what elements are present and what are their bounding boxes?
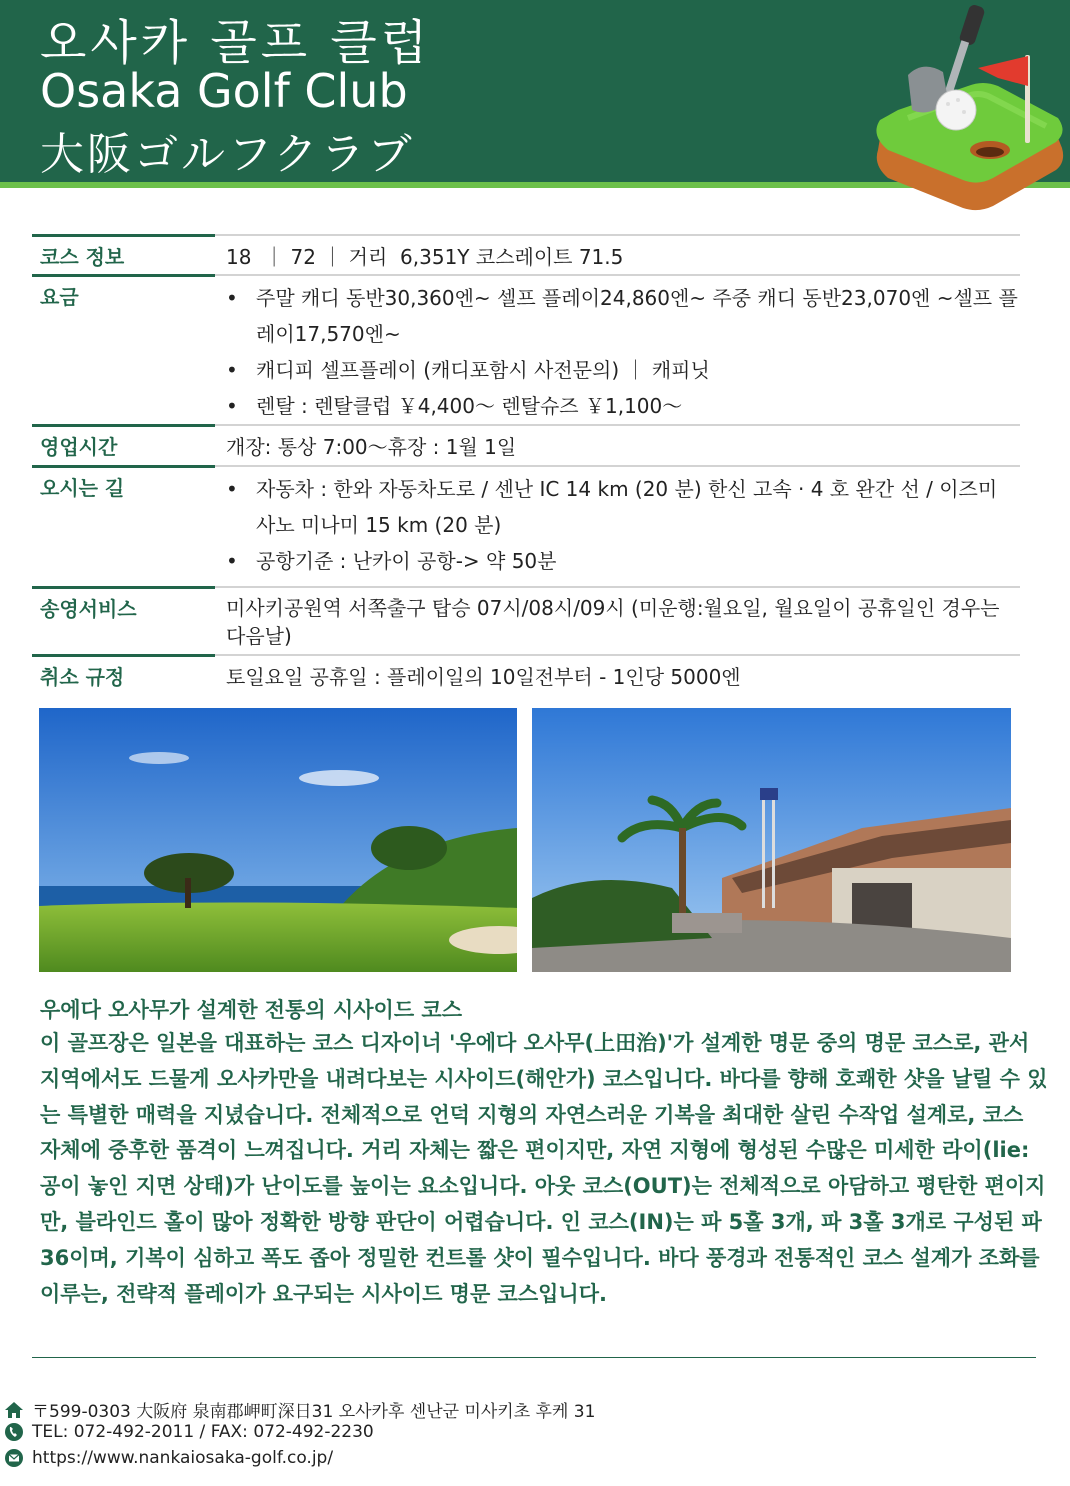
value-hours: 개장: 통상 7:00～휴장 : 1월 1일 — [226, 435, 517, 459]
fee-item: • 캐디피 셀프플레이 (캐디포함시 사전문의) ｜ 캐피닛 — [226, 352, 1020, 388]
direction-item: • 공항기준 : 난카이 공항-> 약 50분 — [226, 543, 1020, 579]
title-korean: 오사카 골프 클럽 — [40, 15, 432, 71]
value-fees — [215, 276, 1020, 424]
divider — [32, 1357, 1036, 1358]
description-title: 우에다 오사무가 설계한 전통의 시사이드 코스 — [40, 998, 462, 1022]
value-cancellation: 토일요일 공휴일 : 플레이일의 10일전부터 - 1인당 5000엔 — [226, 665, 741, 689]
label-fees: 요금 — [32, 274, 215, 424]
label-course-info: 코스 정보 — [32, 234, 215, 274]
row-hours — [32, 424, 1020, 465]
row-course-info — [32, 234, 1020, 274]
fee-item: • 주말 캐디 동반30,360엔~ 셀프 플레이24,860엔~ 주중 캐디 동반23,070엔 ~셀프 플레이17,570엔~ — [226, 280, 1020, 352]
label-hours: 영업시간 — [32, 424, 215, 465]
phone-icon — [4, 1422, 24, 1442]
value-course-info: 18 ｜ 72 ｜ 거리 6,351Y 코스레이트 71.5 — [226, 245, 624, 269]
golf-course-icon — [868, 0, 1068, 215]
mail-icon — [4, 1448, 24, 1468]
home-icon — [4, 1400, 24, 1420]
label-directions: 오시는 길 — [32, 465, 215, 586]
clubhouse-photo — [532, 708, 1011, 972]
footer-address — [4, 1397, 595, 1422]
value-shuttle: 미사키공원역 서쪽출구 탑승 07시/08시/09시 (미운행:월요일, 월요일이 공휴일인 경우는 다음날) — [226, 596, 1000, 648]
footer-phone — [4, 1422, 374, 1442]
title-japanese: 大阪ゴルフクラブ — [40, 129, 415, 180]
row-directions — [32, 465, 1020, 586]
course-photo-seaside — [39, 708, 517, 972]
row-shuttle — [32, 586, 1020, 654]
description-body: 이 골프장은 일본을 대표하는 코스 디자이너 '우에다 오사무(上田治)'가 설계한 명문 중의 명문 코스로, 관서 지역에서도 드물게 오사카만을 내려다보는 시사이드(해안가) 코스입니다. 바다를 향해 호쾌한 샷을 날릴 수 있는 특별한 매력을 지녔습니다. 전체적으로 언덕 지형의 자연스러운 기복을 최대한 살린 수작업 설계로, 코스 자체에 중후한 품격이 느껴집니다. 거리 자체는 짧은 편이지만, 자연 지형에 형성된 수많은 미세한 라이(lie: 공이 놓인 지면 상태)가 난이도를 높이는 요소입니다. 아웃 코스(OUT)는 전체적으로 아담하고 평탄한 편이지만, 블라인드 홀이 많아 정확한 방향 판단이 어렵습니다. 인 코스(IN)는 파 5홀 3개, 파 3홀 3개로 구성된 파 36이며, 기복이 심하고 폭도 좁아 정밀한 컨트롤 샷이 필수입니다. 바다 풍경과 전통적인 코스 설계가 조화를 이루는, 전략적 플레이가 요구되는 시사이드 명문 코스입니다. — [40, 1031, 1048, 1306]
value-directions — [215, 467, 1020, 586]
footer-website — [4, 1448, 333, 1468]
info-table — [32, 234, 1020, 694]
fee-item: • 렌탈 : 렌탈클럽 ￥4,400～ 렌탈슈즈 ￥1,100～ — [226, 388, 1020, 424]
row-cancellation — [32, 654, 1020, 694]
phone-text: TEL: 072-492-2011 / FAX: 072-492-2230 — [32, 1422, 374, 1442]
title-english: Osaka Golf Club — [40, 64, 408, 118]
direction-item: • 자동차 : 한와 자동차도로 / 센난 IC 14 km (20 분) 한신 고속 · 4 호 완간 선 / 이즈미 사노 미나미 15 km (20 분) — [226, 471, 1020, 543]
label-shuttle: 송영서비스 — [32, 586, 215, 654]
address-text: 〒599-0303 大阪府 泉南郡岬町深日31 오사카후 센난군 미사키초 후케 31 — [32, 1402, 596, 1422]
row-fees — [32, 274, 1020, 424]
label-cancellation: 취소 규정 — [32, 654, 215, 694]
website-link[interactable]: https://www.nankaiosaka-golf.co.jp/ — [32, 1448, 334, 1468]
